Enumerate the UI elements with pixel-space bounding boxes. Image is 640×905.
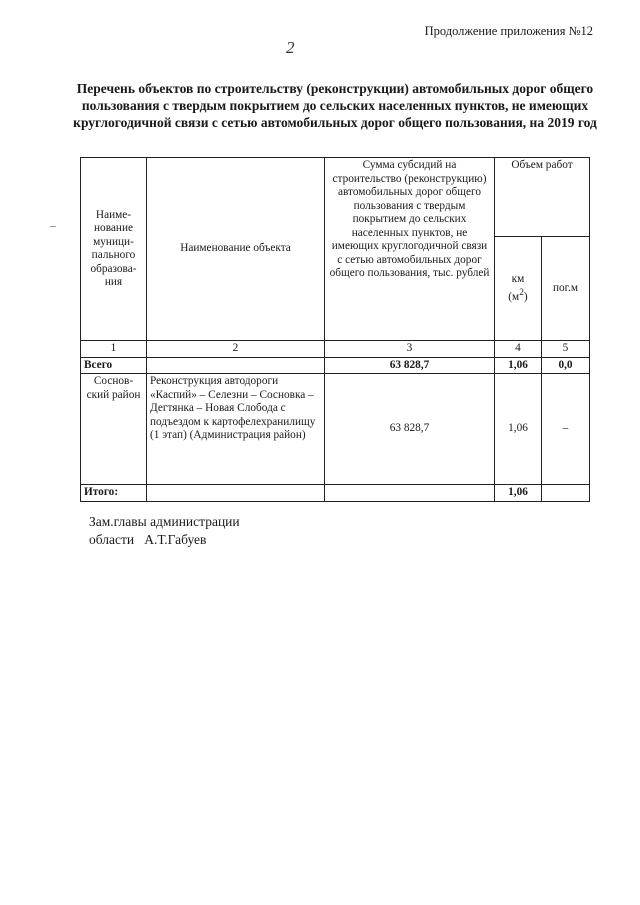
row-sum: 63 828,7 [325, 374, 495, 485]
signature-line-2 [89, 531, 240, 549]
header-km-label: км [511, 273, 525, 286]
header-km [495, 237, 542, 341]
summary-empty [147, 485, 325, 502]
total-pog-m: 0,0 [542, 357, 590, 374]
header-km-sup: 2 [519, 287, 524, 298]
row-object: Реконструкция автодороги «Каспий» – Селезни – Сосновка – Дегтянка – Новая Слобода с подъездом к картофелехранилищу (1 этап) (Администрация район) [147, 374, 325, 485]
signature-position: Зам.главы администрации [89, 514, 240, 529]
summary-km: 1,06 [495, 485, 542, 502]
summary-empty [325, 485, 495, 502]
header-subsidy-sum: Сумма субсидий на строительство (реконструкцию) автомобильных дорог общего пользования с твердым покрытием до сельских населенных пунктов, не имеющих круглогодичной связи с сетью автомобильных дорог общего пользования, тыс. рублей [325, 158, 495, 341]
summary-empty [542, 485, 590, 502]
header-km-unit: (м [508, 290, 520, 303]
total-label: Всего [81, 357, 147, 374]
objects-table [80, 157, 590, 502]
column-number: 3 [325, 341, 495, 358]
header-object-name: Наименование объекта [147, 158, 325, 341]
column-number: 4 [495, 341, 542, 358]
summary-label: Итого: [81, 485, 147, 502]
summary-row [81, 485, 590, 502]
header-km-close: ) [523, 290, 528, 303]
row-km: 1,06 [495, 374, 542, 485]
header-municipality: Наиме-нование муници-пального образова-ния [81, 158, 147, 341]
column-number: 5 [542, 341, 590, 358]
header-pog-m: пог.м [542, 237, 590, 341]
total-sum: 63 828,7 [325, 357, 495, 374]
header-row-1 [81, 158, 590, 237]
signature-name: А.Т.Габуев [144, 532, 207, 547]
document-title: Перечень объектов по строительству (реконструкции) автомобильных дорог общего пользования с твердым покрытием до сельских населенных пунктов, не имеющих круглогодичной связи с сетью автомобильных дорог общего пользования, на 2019 год [73, 81, 597, 130]
table-row [81, 374, 590, 485]
total-empty [147, 357, 325, 374]
handwritten-page-mark: 2 [286, 38, 295, 57]
appendix-note: Продолжение приложения №12 [424, 24, 593, 38]
margin-mark: – [50, 218, 56, 232]
signature-block [89, 513, 240, 549]
row-pog-m: – [542, 374, 590, 485]
total-km: 1,06 [495, 357, 542, 374]
total-row [81, 357, 590, 374]
column-numbers-row [81, 341, 590, 358]
column-number: 2 [147, 341, 325, 358]
signature-region: области [89, 532, 135, 547]
column-number: 1 [81, 341, 147, 358]
header-work-volume: Объем работ [495, 158, 590, 237]
row-municipality: Соснов-ский район [81, 374, 147, 485]
